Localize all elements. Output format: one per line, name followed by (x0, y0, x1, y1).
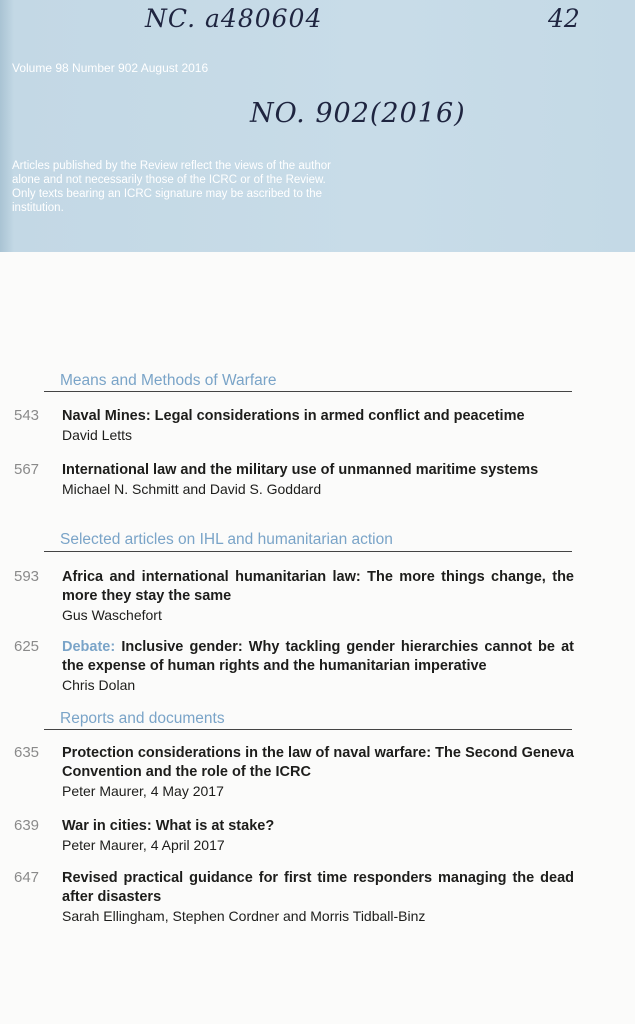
section-rule (44, 551, 572, 552)
section-title-selected-articles: Selected articles on IHL and humanitarian action (60, 531, 393, 548)
article-authors: Michael N. Schmitt and David S. Goddard (62, 481, 322, 497)
toc-entry[interactable] (14, 817, 574, 854)
header-band (0, 0, 635, 252)
article-title: War in cities: What is at stake? (62, 818, 275, 834)
article-authors: Chris Dolan (62, 677, 136, 693)
toc-entry[interactable] (14, 744, 574, 800)
handwritten-page-number: 42 (548, 4, 580, 33)
article-title: Africa and international humanitarian law: The more things change, the more they stay the same (62, 569, 574, 604)
article-authors: Gus Waschefort (62, 607, 162, 623)
article-title-text: Inclusive gender: Why tackling gender hierarchies cannot be at the expense of human rights and the humanitarian imperative (62, 639, 574, 674)
section-title-reports-documents: Reports and documents (60, 710, 225, 727)
section-rule (44, 729, 572, 730)
article-authors: Peter Maurer, 4 May 2017 (62, 783, 224, 799)
article-authors: Sarah Ellingham, Stephen Cordner and Morris Tidball-Binz (62, 908, 426, 924)
handwritten-issue-number: NO. 902(2016) (250, 98, 466, 129)
page-number: 625 (14, 638, 40, 655)
article-title: Revised practical guidance for first time responders managing the dead after disasters (62, 870, 574, 905)
disclaimer: Articles published by the Review reflect the views of the author alone and not necessarily those of the ICRC or of the Review. Only texts bearing an ICRC signature may be ascribed to the institution. (12, 160, 331, 214)
volume-line: Volume 98 Number 902 August 2016 (12, 61, 209, 75)
article-title: Naval Mines: Legal considerations in armed conflict and peacetime (62, 408, 525, 424)
article-title: Protection considerations in the law of naval warfare: The Second Geneva Convention and the role of the ICRC (62, 745, 574, 780)
article-authors: David Letts (62, 427, 133, 443)
section-title-means-methods: Means and Methods of Warfare (60, 372, 277, 389)
article-title (62, 638, 574, 676)
toc-entry[interactable] (14, 407, 574, 444)
page-number: 543 (14, 407, 40, 424)
article-authors: Peter Maurer, 4 April 2017 (62, 837, 225, 853)
toc-entry[interactable] (14, 638, 574, 694)
debate-label: Debate: (62, 639, 116, 655)
page-number: 567 (14, 461, 40, 478)
page-number: 639 (14, 817, 40, 834)
handwritten-call-number: NC. a480604 (145, 4, 323, 33)
toc-entry[interactable] (14, 568, 574, 624)
section-rule (44, 391, 572, 392)
article-title: International law and the military use of unmanned maritime systems (62, 462, 539, 478)
page-number: 593 (14, 568, 40, 585)
toc-entry[interactable] (14, 461, 574, 498)
toc-entry[interactable] (14, 869, 574, 925)
page-number: 635 (14, 744, 40, 761)
page-number: 647 (14, 869, 40, 886)
